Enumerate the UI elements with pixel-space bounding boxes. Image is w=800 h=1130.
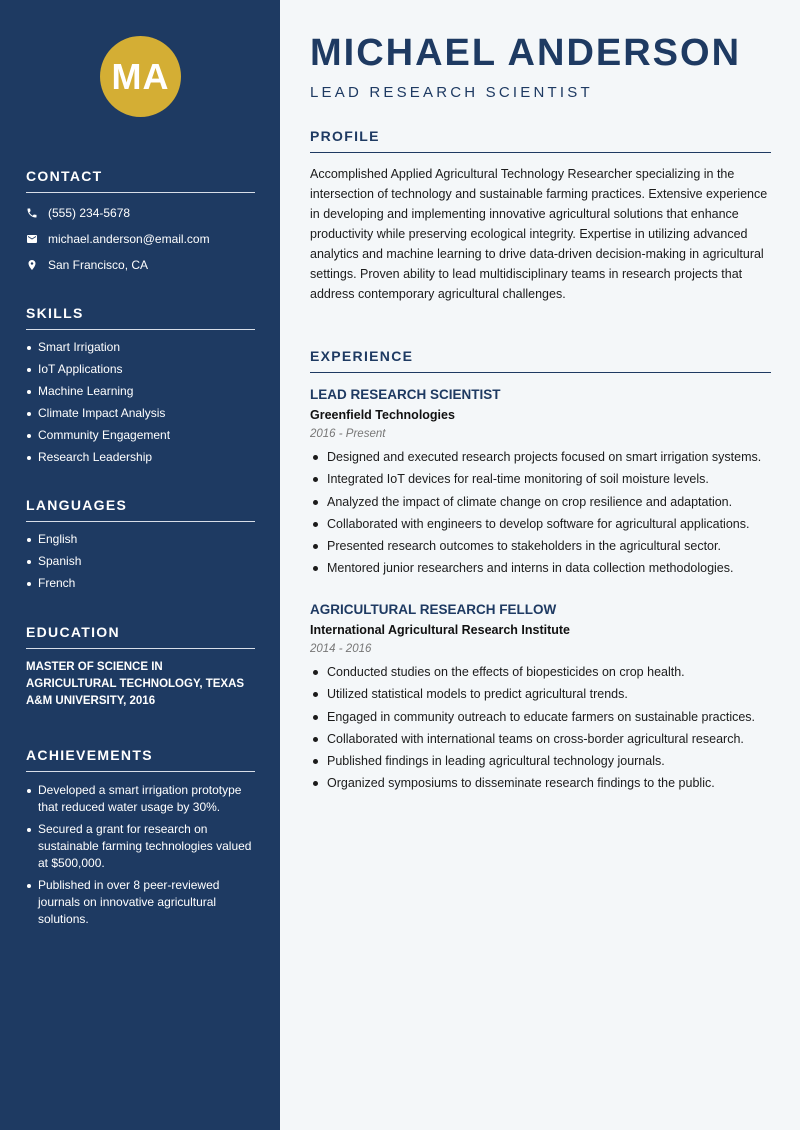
experience-entry [310, 387, 771, 583]
education-degree: MASTER OF SCIENCE IN AGRICULTURAL TECHNOLOGY, TEXAS A&M UNIVERSITY, 2016 [26, 661, 245, 707]
list-item: Spanish [26, 554, 255, 569]
phone-icon [26, 207, 38, 219]
job-dates: 2014 - 2016 [310, 643, 372, 655]
profile-section [310, 128, 771, 304]
list-item: Utilized statistical models to predict agricultural trends. [310, 686, 771, 702]
job-bullets [310, 449, 771, 576]
email-icon [26, 233, 38, 245]
achievements-list [26, 782, 255, 928]
profile-text: Accomplished Applied Agricultural Technology Researcher specializing in the intersection of technology and sustainable farming practices. Extensive experience in developing and implementing innovative agricultural solutions that enhance productivity while preserving ecological integrity. Expertise in utilizing advanced analytics and machine learning to drive data-driven decision-making in agricultural settings. Proven ability to lead multidisciplinary teams in research projects that address contemporary agricultural challenges. [310, 167, 768, 301]
languages-heading: LANGUAGES [26, 497, 255, 522]
list-item: Smart Irrigation [26, 340, 255, 355]
achievements-section [26, 747, 255, 933]
list-item: Published in over 8 peer-reviewed journals on innovative agricultural solutions. [26, 877, 255, 928]
job-bullets [310, 664, 771, 791]
avatar: MA [100, 36, 181, 117]
list-item: Conducted studies on the effects of biopesticides on crop health. [310, 664, 771, 680]
list-item: Organized symposiums to disseminate research findings to the public. [310, 775, 771, 791]
job-dates: 2016 - Present [310, 428, 386, 440]
contact-phone-text: (555) 234-5678 [48, 206, 131, 220]
contact-email-text: michael.anderson@email.com [48, 232, 210, 246]
contact-section [26, 168, 255, 274]
list-item: Collaborated with international teams on cross-border agricultural research. [310, 731, 771, 747]
job-company: International Agricultural Research Institute [310, 623, 571, 637]
contact-phone[interactable] [26, 204, 255, 222]
list-item: English [26, 532, 255, 547]
list-item: Developed a smart irrigation prototype that reduced water usage by 30%. [26, 782, 255, 816]
sidebar [0, 0, 280, 1130]
achievements-heading: ACHIEVEMENTS [26, 747, 255, 772]
languages-list [26, 532, 255, 591]
list-item: Machine Learning [26, 384, 255, 399]
list-item: Secured a grant for research on sustainable farming technologies valued at $500,000. [26, 821, 255, 872]
experience-entry [310, 602, 771, 798]
list-item: Designed and executed research projects focused on smart irrigation systems. [310, 449, 771, 465]
profile-heading: PROFILE [310, 128, 771, 153]
contact-heading: CONTACT [26, 168, 255, 193]
job-title: AGRICULTURAL RESEARCH FELLOW [310, 602, 557, 617]
skills-section [26, 305, 255, 472]
education-heading: EDUCATION [26, 624, 255, 649]
languages-section [26, 497, 255, 598]
education-section [26, 624, 255, 710]
list-item: French [26, 576, 255, 591]
experience-section [310, 348, 771, 373]
experience-heading: EXPERIENCE [310, 348, 771, 373]
location-pin-icon [26, 259, 38, 271]
list-item: Research Leadership [26, 450, 255, 465]
list-item: Integrated IoT devices for real-time monitoring of soil moisture levels. [310, 471, 771, 487]
job-title: LEAD RESEARCH SCIENTIST [310, 387, 501, 402]
contact-email[interactable] [26, 230, 255, 248]
list-item: Collaborated with engineers to develop software for agricultural applications. [310, 516, 771, 532]
list-item: Published findings in leading agricultural technology journals. [310, 753, 771, 769]
list-item: Community Engagement [26, 428, 255, 443]
list-item: IoT Applications [26, 362, 255, 377]
skills-list [26, 340, 255, 465]
contact-location-text: San Francisco, CA [48, 258, 149, 272]
list-item: Climate Impact Analysis [26, 406, 255, 421]
list-item: Presented research outcomes to stakeholders in the agricultural sector. [310, 538, 771, 554]
job-company: Greenfield Technologies [310, 408, 455, 422]
job-title-subtitle: LEAD RESEARCH SCIENTIST [310, 84, 593, 101]
list-item: Analyzed the impact of climate change on crop resilience and adaptation. [310, 494, 771, 510]
contact-location [26, 256, 255, 274]
list-item: Engaged in community outreach to educate farmers on sustainable practices. [310, 709, 771, 725]
list-item: Mentored junior researchers and interns in data collection methodologies. [310, 560, 771, 576]
page-title: MICHAEL ANDERSON [310, 32, 742, 74]
skills-heading: SKILLS [26, 305, 255, 330]
